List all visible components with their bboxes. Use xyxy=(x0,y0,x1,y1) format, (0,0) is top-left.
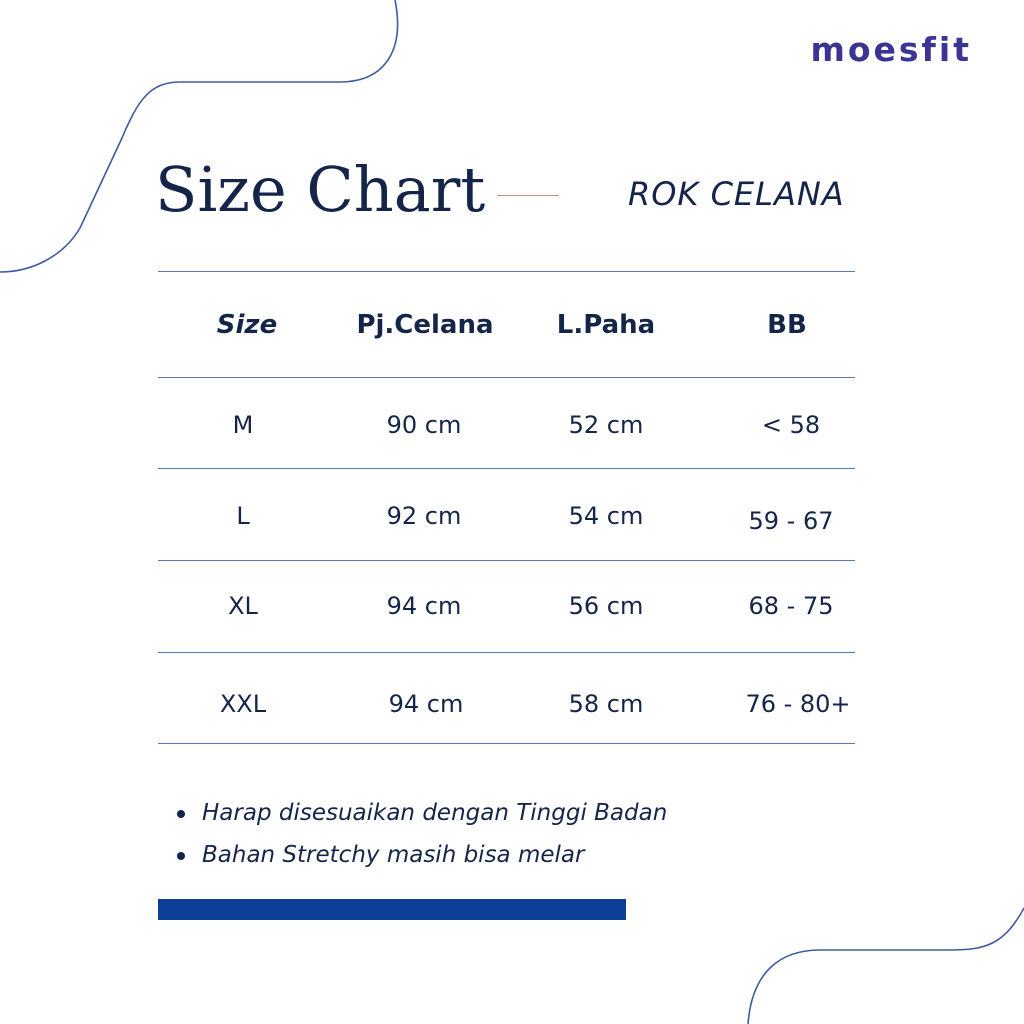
cell-bb: < 58 xyxy=(761,411,821,439)
table-rule-row-2 xyxy=(158,560,855,561)
cell-size: M xyxy=(232,411,254,439)
note-text: Bahan Stretchy masih bisa melar xyxy=(202,842,585,868)
bullet-icon xyxy=(177,852,185,860)
top-left-curve xyxy=(0,0,398,272)
title-divider xyxy=(497,195,559,196)
cell-bb: 59 - 67 xyxy=(748,507,834,535)
cell-pj-celana: 94 cm xyxy=(388,690,464,718)
cell-l-paha: 56 cm xyxy=(568,592,644,620)
cell-size: XXL xyxy=(219,690,267,718)
notes-list xyxy=(172,798,667,882)
cell-l-paha: 58 cm xyxy=(568,690,644,718)
bullet-icon xyxy=(177,810,185,818)
cell-size: L xyxy=(236,502,250,530)
table-rule-top xyxy=(158,271,855,272)
bottom-right-curve xyxy=(748,908,1024,1024)
table-rule-header xyxy=(158,377,855,378)
product-name: ROK CELANA xyxy=(628,175,845,213)
cell-bb: 68 - 75 xyxy=(748,592,834,620)
table-rule-bottom xyxy=(158,743,855,744)
accent-bar xyxy=(158,899,626,920)
page-title: Size Chart xyxy=(155,153,486,226)
cell-size: XL xyxy=(228,592,258,620)
table-rule-row-1 xyxy=(158,468,855,469)
cell-pj-celana: 92 cm xyxy=(386,502,462,530)
cell-bb: 76 - 80+ xyxy=(745,690,851,718)
note-text: Harap disesuaikan dengan Tinggi Badan xyxy=(202,800,668,826)
cell-l-paha: 54 cm xyxy=(568,502,644,530)
header-pj-celana: Pj.Celana xyxy=(356,310,494,340)
table-rule-row-3 xyxy=(158,652,855,653)
note-item xyxy=(172,798,667,840)
note-item xyxy=(172,840,667,882)
cell-pj-celana: 90 cm xyxy=(386,411,462,439)
header-bb: BB xyxy=(767,310,807,340)
header-size: Size xyxy=(216,310,278,340)
cell-pj-celana: 94 cm xyxy=(386,592,462,620)
cell-l-paha: 52 cm xyxy=(568,411,644,439)
brand-logo: moesfit xyxy=(810,30,972,69)
header-l-paha: L.Paha xyxy=(556,310,656,340)
